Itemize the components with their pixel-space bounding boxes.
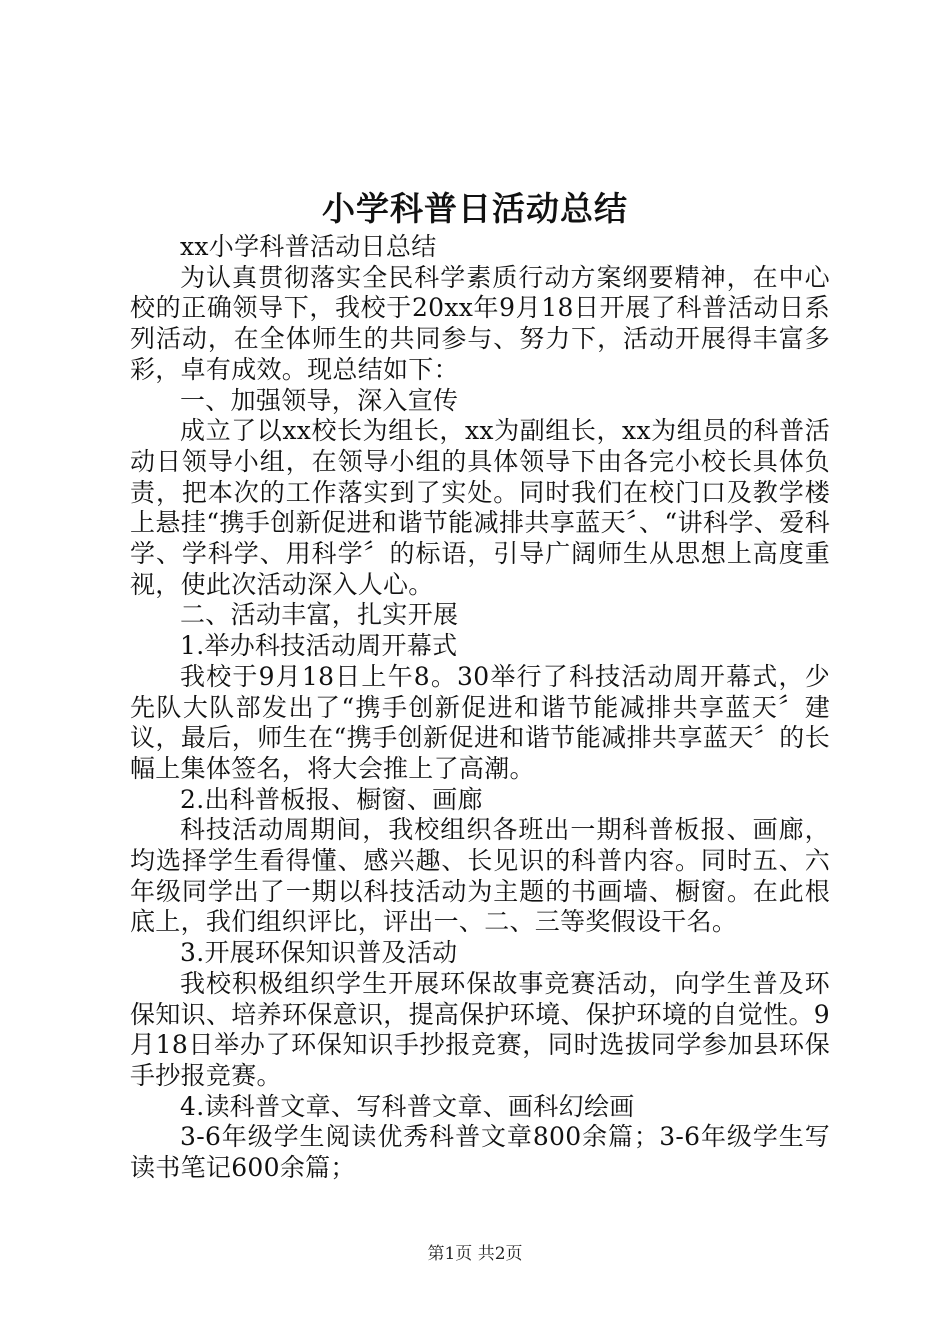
paragraph-leadership: 成立了以xx校长为组长，xx为副组长，xx为组员的科普活动日领导小组，在领导小组的具体领导下由各完小校长具体负责，把本次的工作落实到了实处。同时我们在校门口及教学楼上悬挂“携手创新促进和谐节能减排共享蓝天〞、“讲科学、爱科学、学科学、用科学〞的标语，引导广阔师生从思想上高度重视，使此次活动深入人心。 xyxy=(130,416,830,599)
paragraph-subtitle: xx小学科普活动日总结 xyxy=(180,232,437,261)
subheading-2: 2.出科普板报、橱窗、画廊 xyxy=(180,784,483,814)
subheading-1: 1.举办科技活动周开幕式 xyxy=(180,631,458,661)
section-heading-2: 二、活动丰富，扎实开展 xyxy=(180,600,459,630)
subheading-4: 4.读科普文章、写科普文章、画科幻绘画 xyxy=(180,1091,635,1121)
document-title: 小学科普日活动总结 xyxy=(322,189,628,228)
paragraph-environment: 我校积极组织学生开展环保故事竞赛活动，向学生普及环保知识、培养环保意识，提高保护环境、保护环境的自觉性。9月18日举办了环保知识手抄报竞赛，同时选拔同学参加县环保手抄报竞赛。 xyxy=(130,968,830,1090)
document-body xyxy=(130,232,830,1184)
paragraph-boards: 科技活动周期间，我校组织各班出一期科普板报、画廊，均选择学生看得懂、感兴趣、长见识的科普内容。同时五、六年级同学出了一期以科技活动为主题的书画墙、橱窗。在此根底上，我们组织评比，评出一、二、三等奖假设干名。 xyxy=(130,815,830,937)
paragraph-intro: 为认真贯彻落实全民科学素质行动方案纲要精神，在中心校的正确领导下，我校于20xx年9月18日开展了科普活动日系列活动，在全体师生的共同参与、努力下，活动开展得丰富多彩，卓有成效。现总结如下： xyxy=(130,262,830,384)
paragraph-reading: 3-6年级学生阅读优秀科普文章800余篇；3-6年级学生写读书笔记600余篇； xyxy=(130,1122,830,1183)
subheading-3: 3.开展环保知识普及活动 xyxy=(180,938,458,968)
page-footer: 第1页 共2页 xyxy=(427,1244,523,1264)
paragraph-opening: 我校于9月18日上午8。30举行了科技活动周开幕式，少先队大队部发出了“携手创新促进和谐节能减排共享蓝天〞建议，最后，师生在“携手创新促进和谐节能减排共享蓝天〞的长幅上集体签名，将大会推上了高潮。 xyxy=(130,661,830,783)
section-heading-1: 一、加强领导，深入宣传 xyxy=(180,385,459,415)
